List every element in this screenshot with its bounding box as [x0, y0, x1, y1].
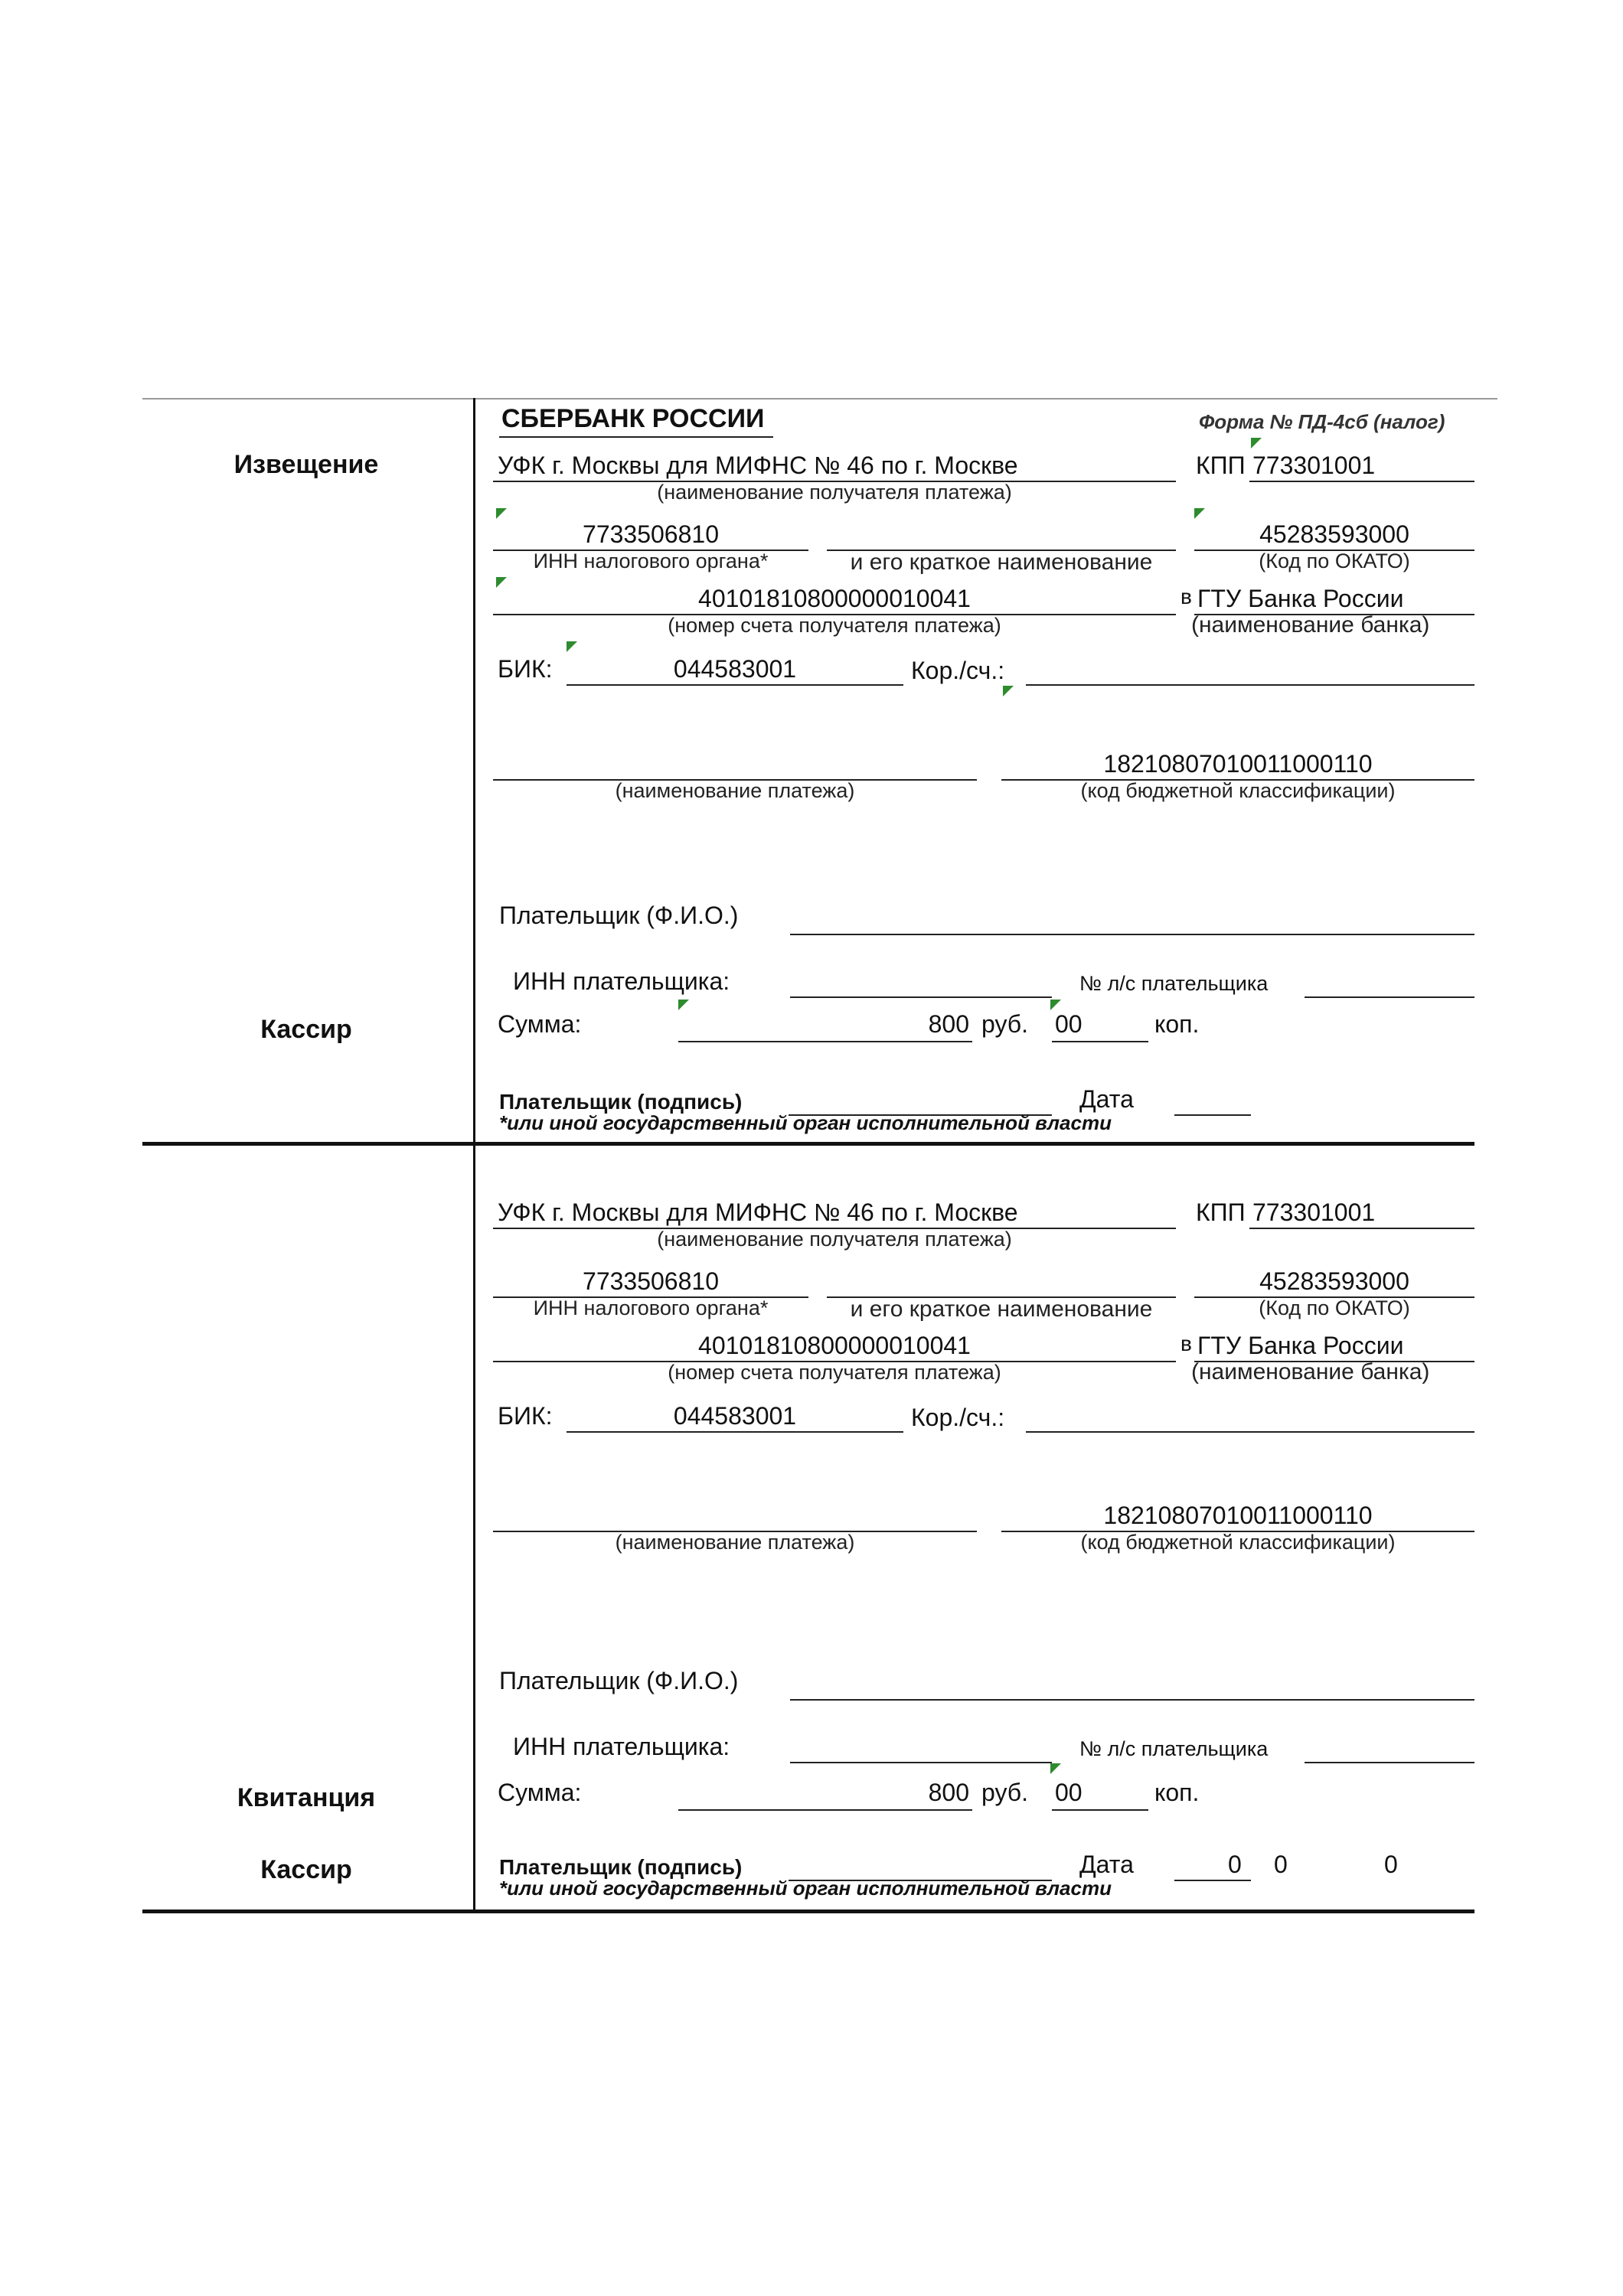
- signature-label: Плательщик (подпись): [499, 1090, 743, 1114]
- payer-inn-label: ИНН плательщика:: [513, 967, 730, 995]
- marker-icon: [1050, 1000, 1061, 1010]
- receipt-date-line: [1174, 1880, 1251, 1881]
- notice-label: Извещение: [233, 450, 379, 479]
- bank-caption: (наименование банка): [1191, 612, 1430, 638]
- receipt-payer-inn-line: [790, 1762, 1052, 1763]
- bik-line: [567, 684, 903, 686]
- marker-icon: [1251, 438, 1262, 448]
- account-caption: (номер счета получателя платежа): [668, 614, 1001, 637]
- receipt-payer-fio-line: [790, 1699, 1474, 1701]
- receipt-kor-label: Кор./сч.:: [911, 1404, 1005, 1431]
- receipt-okato-value: 45283593000: [1259, 1267, 1409, 1295]
- sum-kop-value: 00: [1055, 1010, 1083, 1038]
- receipt-footnote: *или иной государственный орган исполнительной власти: [499, 1877, 1112, 1900]
- kop-label: коп.: [1154, 1010, 1200, 1038]
- receipt-sum-label: Сумма:: [498, 1779, 582, 1806]
- receipt-rub-label: руб.: [981, 1779, 1029, 1806]
- receipt-kpp-label: КПП: [1196, 1199, 1246, 1226]
- receipt-inn-caption: ИНН налогового органа*: [533, 1296, 769, 1319]
- receipt-bik-line: [567, 1431, 903, 1433]
- receipt-payer-account-label: № л/с плательщика: [1079, 1737, 1269, 1760]
- okato-caption: (Код по ОКАТО): [1259, 550, 1410, 572]
- receipt-kbk-caption: (код бюджетной классификации): [1080, 1531, 1396, 1554]
- section-divider: [142, 1142, 1474, 1146]
- payer-fio-line: [790, 934, 1474, 935]
- cashier-label-receipt: Кассир: [260, 1855, 352, 1884]
- form-name: Форма № ПД-4сб (налог): [1199, 410, 1445, 433]
- vertical-divider: [473, 398, 475, 1913]
- short-name-caption: и его краткое наименование: [850, 550, 1153, 575]
- okato-value: 45283593000: [1259, 520, 1409, 548]
- receipt-recipient-name: УФК г. Москвы для МИФНС № 46 по г. Москве: [498, 1199, 1018, 1226]
- kbk-value: 18210807010011000110: [1103, 750, 1373, 778]
- marker-icon: [496, 508, 507, 519]
- inn-caption: ИНН налогового органа*: [533, 550, 769, 572]
- marker-icon: [1050, 1763, 1061, 1774]
- kor-label: Кор./сч.:: [911, 657, 1005, 684]
- kpp-label: КПП: [1196, 452, 1246, 479]
- sum-rub-line: [678, 1041, 972, 1042]
- receipt-payer-inn-label: ИНН плательщика:: [513, 1733, 730, 1760]
- recipient-name-caption: (наименование получателя платежа): [657, 481, 1012, 504]
- receipt-bank-prefix: в: [1181, 1332, 1192, 1355]
- payer-inn-line: [790, 996, 1052, 998]
- receipt-payer-fio-label: Плательщик (Ф.И.О.): [499, 1667, 739, 1694]
- receipt-inn-value: 7733506810: [583, 1267, 719, 1295]
- receipt-account-caption: (номер счета получателя платежа): [668, 1361, 1001, 1384]
- bank-prefix: в: [1181, 585, 1192, 608]
- receipt-sum-rub-line: [678, 1809, 972, 1811]
- receipt-kor-line: [1026, 1431, 1474, 1433]
- inn-value: 7733506810: [583, 520, 719, 548]
- receipt-label: Квитанция: [237, 1783, 376, 1812]
- receipt-kpp-value: 773301001: [1252, 1199, 1376, 1226]
- sum-label: Сумма:: [498, 1010, 582, 1038]
- date-line: [1174, 1114, 1251, 1116]
- receipt-short-name-caption: и его краткое наименование: [850, 1296, 1153, 1322]
- receipt-okato-caption: (Код по ОКАТО): [1259, 1296, 1410, 1319]
- receipt-sum-kop-value: 00: [1055, 1779, 1083, 1806]
- payer-account-label: № л/с плательщика: [1079, 972, 1269, 995]
- marker-icon: [567, 641, 577, 652]
- date-label: Дата: [1079, 1085, 1134, 1113]
- receipt-kop-label: коп.: [1154, 1779, 1200, 1806]
- receipt-date-label: Дата: [1079, 1851, 1134, 1878]
- receipt-account-value: 40101810800000010041: [698, 1332, 971, 1359]
- receipt-kbk-value: 18210807010011000110: [1103, 1502, 1373, 1529]
- bik-value: 044583001: [673, 655, 797, 683]
- receipt-date-digit-2: 0: [1274, 1851, 1288, 1878]
- recipient-name: УФК г. Москвы для МИФНС № 46 по г. Москве: [498, 452, 1018, 479]
- payer-fio-label: Плательщик (Ф.И.О.): [499, 902, 739, 929]
- receipt-sum-rub-value: 800: [928, 1779, 969, 1806]
- top-rule: [142, 398, 1497, 400]
- kor-line: [1026, 684, 1474, 686]
- receipt-date-digit-3: 0: [1384, 1851, 1398, 1878]
- marker-icon: [1194, 508, 1205, 519]
- receipt-bik-label: БИК:: [498, 1402, 553, 1430]
- receipt-kpp-line: [1249, 1228, 1474, 1229]
- receipt-bank-caption: (наименование банка): [1191, 1359, 1430, 1384]
- sum-rub-value: 800: [928, 1010, 969, 1038]
- bottom-rule: [142, 1910, 1474, 1913]
- receipt-payer-account-line: [1305, 1762, 1474, 1763]
- rub-label: руб.: [981, 1010, 1029, 1038]
- bik-label: БИК:: [498, 655, 553, 683]
- footnote: *или иной государственный орган исполнительной власти: [499, 1111, 1112, 1134]
- account-value: 40101810800000010041: [698, 585, 971, 612]
- cashier-label-notice: Кассир: [260, 1015, 352, 1044]
- sum-kop-line: [1052, 1041, 1148, 1042]
- receipt-bank-value: ГТУ Банка России: [1197, 1332, 1404, 1359]
- receipt-date-digit-1: 0: [1228, 1851, 1242, 1878]
- kpp-value: 773301001: [1252, 452, 1376, 479]
- payment-caption: (наименование платежа): [615, 779, 855, 802]
- kpp-line: [1249, 481, 1474, 482]
- bank-name-underline: [499, 436, 773, 438]
- kbk-caption: (код бюджетной классификации): [1080, 779, 1396, 802]
- receipt-sum-kop-line: [1052, 1809, 1148, 1811]
- marker-icon: [678, 1000, 689, 1010]
- payer-account-line: [1305, 996, 1474, 998]
- receipt-payment-caption: (наименование платежа): [615, 1531, 855, 1554]
- receipt-bik-value: 044583001: [673, 1402, 797, 1430]
- bank-name: СБЕРБАНК РОССИИ: [501, 404, 765, 433]
- receipt-signature-label: Плательщик (подпись): [499, 1855, 743, 1879]
- bank-value: ГТУ Банка России: [1197, 585, 1404, 612]
- receipt-recipient-name-caption: (наименование получателя платежа): [657, 1228, 1012, 1251]
- marker-icon: [1003, 686, 1014, 696]
